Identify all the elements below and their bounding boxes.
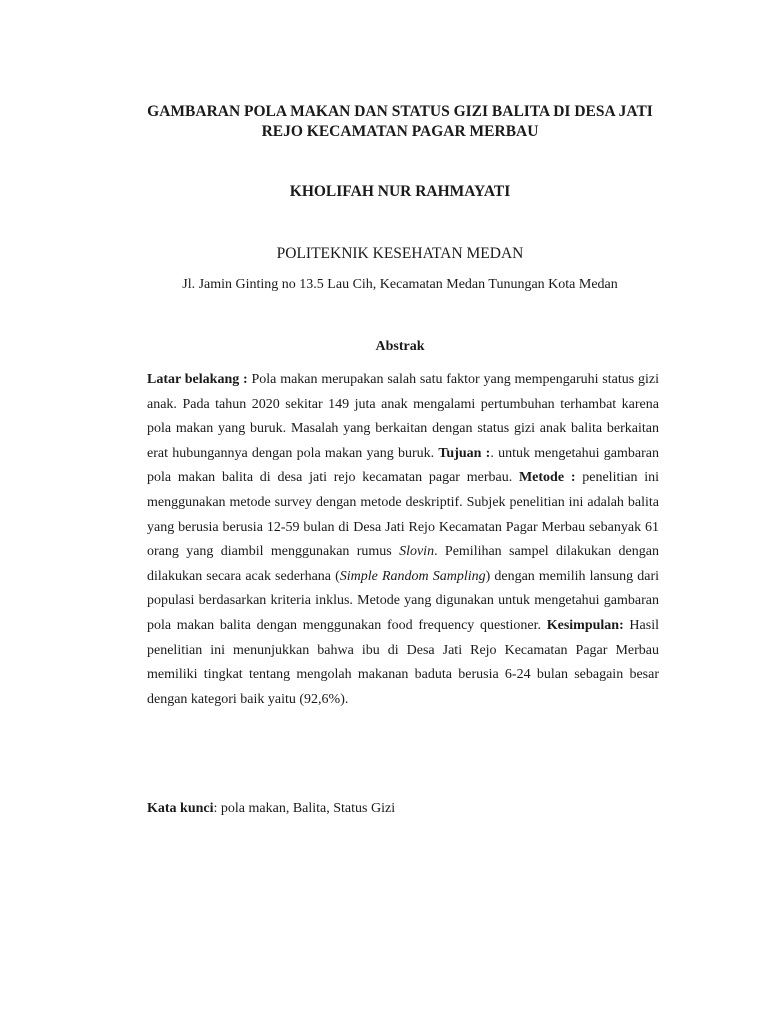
metode-label: Metode : bbox=[518, 470, 576, 486]
metode-text-2: . Pemilihan sampel dilakukan dengan dilakukan secara acak sederhana ( bbox=[147, 544, 659, 584]
keywords bbox=[147, 799, 659, 819]
tujuan-label: Tujuan : bbox=[438, 445, 491, 461]
paper-title-line-2: REJO KECAMATAN PAGAR MERBAU bbox=[261, 123, 539, 140]
author-name: KHOLIFAH NUR RAHMAYATI bbox=[289, 183, 511, 200]
keywords-label: Kata kunci bbox=[147, 801, 214, 816]
kesimpulan-label: Kesimpulan: bbox=[546, 617, 624, 633]
paper-title bbox=[140, 102, 660, 142]
abstract-heading: Abstrak bbox=[375, 339, 425, 354]
latar-belakang-text: Pola makan merupakan salah satu faktor yang mempengaruhi status gizi anak. Pada tahun 2020 sekitar 149 juta anak mengalami pertumbuhan terhambat karena pola makan yang buruk. Masalah yang berkaitan dengan status gizi anak balita berkaitan erat hubungannya dengan pola makan yang buruk. bbox=[147, 372, 659, 461]
simple-random-sampling-term: Simple Random Sampling bbox=[339, 568, 486, 584]
latar-belakang-label: Latar belakang : bbox=[147, 372, 248, 387]
keywords-text: : pola makan, Balita, Status Gizi bbox=[213, 801, 396, 816]
slovin-term: Slovin bbox=[399, 544, 435, 560]
paper-title-line-1: GAMBARAN POLA MAKAN DAN STATUS GIZI BALITA DI DESA JATI bbox=[147, 103, 653, 120]
tujuan-text: . untuk mengetahui gambaran pola makan balita di desa jati rejo kecamatan pagar merbau. bbox=[147, 445, 659, 486]
institution-address: Jl. Jamin Ginting no 13.5 Lau Cih, Kecamatan Medan Tunungan Kota Medan bbox=[182, 277, 618, 292]
kesimpulan-text: Hasil penelitian ini menunjukkan bahwa ibu di Desa Jati Rejo Kecamatan Pagar Merbau memiliki tingkat tentang mengolah makanan baduta berusia 6-24 bulan sebagain besar dengan kategori baik yaitu (92,6%). bbox=[147, 617, 659, 707]
metode-text-3: ) dengan memilih lansung dari populasi berdasarkan kriteria inklus. Metode yang digunakan untuk mengetahui gambaran pola makan balita dengan menggunakan food frequency questioner. bbox=[147, 568, 660, 633]
metode-text-1: penelitian ini menggunakan metode survey dengan metode deskriptif. Subjek penelitian ini adalah balita yang berusia berusia 12-59 bulan di Desa Jati Rejo Kecamatan Pagar Merbau sebanyak 61 orang yang diambil menggunakan rumus bbox=[147, 470, 659, 560]
abstract-body bbox=[147, 368, 659, 712]
institution-name: POLITEKNIK KESEHATAN MEDAN bbox=[276, 245, 524, 262]
